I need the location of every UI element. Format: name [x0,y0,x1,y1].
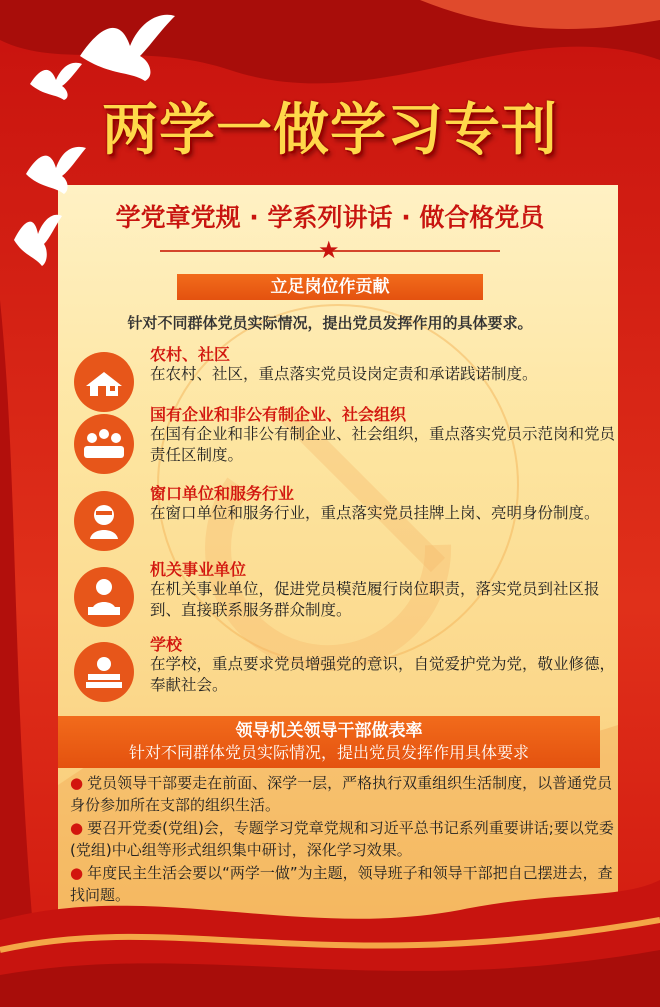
list-item [74,557,614,631]
bullet-icon: ● [70,819,84,837]
page-title: 两学一做学习专刊 [102,98,558,163]
item-text: 在农村、社区，重点落实党员设岗定责和承诺践诺制度。 [150,365,538,383]
page-subtitle: 学党章党规 · 学系列讲话 · 做合格党员 [115,203,545,232]
dove-icon [70,6,180,86]
item-text: 在学校，重点要求党员增强党的意识，自觉爱护党为党，敬业修德，奉献社会。 [150,655,616,694]
list-item [74,481,614,555]
books-apple-icon [74,642,134,702]
list-item [70,817,618,861]
item-text: 在机关事业单位，促进党员模范履行岗位职责，落实党员到社区报到、直接联系服务群众制度。 [150,580,600,619]
people-meeting-icon [74,414,134,474]
item-title: 窗口单位和服务行业 [150,484,295,503]
bullet-text: 党员领导干部要走在前面、深学一层，严格执行双重组织生活制度，以普通党员身份参加所在支部的组织生活。 [70,774,613,814]
item-title: 国有企业和非公有制企业、社会组织 [150,405,407,424]
item-text: 在窗口单位和服务行业，重点落实党员挂牌上岗、亮明身份制度。 [150,504,600,522]
section-banner-title: 领导机关领导干部做表率 [235,721,423,741]
bullet-icon: ● [70,774,84,792]
bullet-text: 年度民主生活会要以“两学一做”为主题，领导班子和领导干部把自己摆进去，查找问题。 [70,864,613,904]
service-staff-icon [74,491,134,551]
list-item [74,402,614,476]
list-item [70,862,618,906]
section-banner-subtitle: 针对不同群体党员实际情况，提出党员发挥作用具体要求 [128,743,529,762]
requirements-list [70,772,618,907]
item-title: 农村、社区 [150,345,231,364]
bullet-text: 要召开党委(党组)会，专题学习党章党规和习近平总书记系列重要讲话;要以党委(党组)中心组等形式组织集中研讨，深化学习效果。 [70,819,614,859]
star-icon: ★ [318,236,340,264]
section-intro: 针对不同群体党员实际情况，提出党员发挥作用的具体要求。 [127,314,533,332]
section-banner-contribution: 立足岗位作贡献 [177,274,483,300]
section-banner-leaders [58,716,600,768]
bullet-icon: ● [70,864,84,882]
item-title: 学校 [150,635,183,654]
item-title: 机关事业单位 [150,560,247,579]
list-item [70,772,618,816]
item-text: 在国有企业和非公有制企业、社会组织，重点落实党员示范岗和党员责任区制度。 [150,425,616,464]
list-item [74,632,614,706]
office-worker-icon [74,567,134,627]
